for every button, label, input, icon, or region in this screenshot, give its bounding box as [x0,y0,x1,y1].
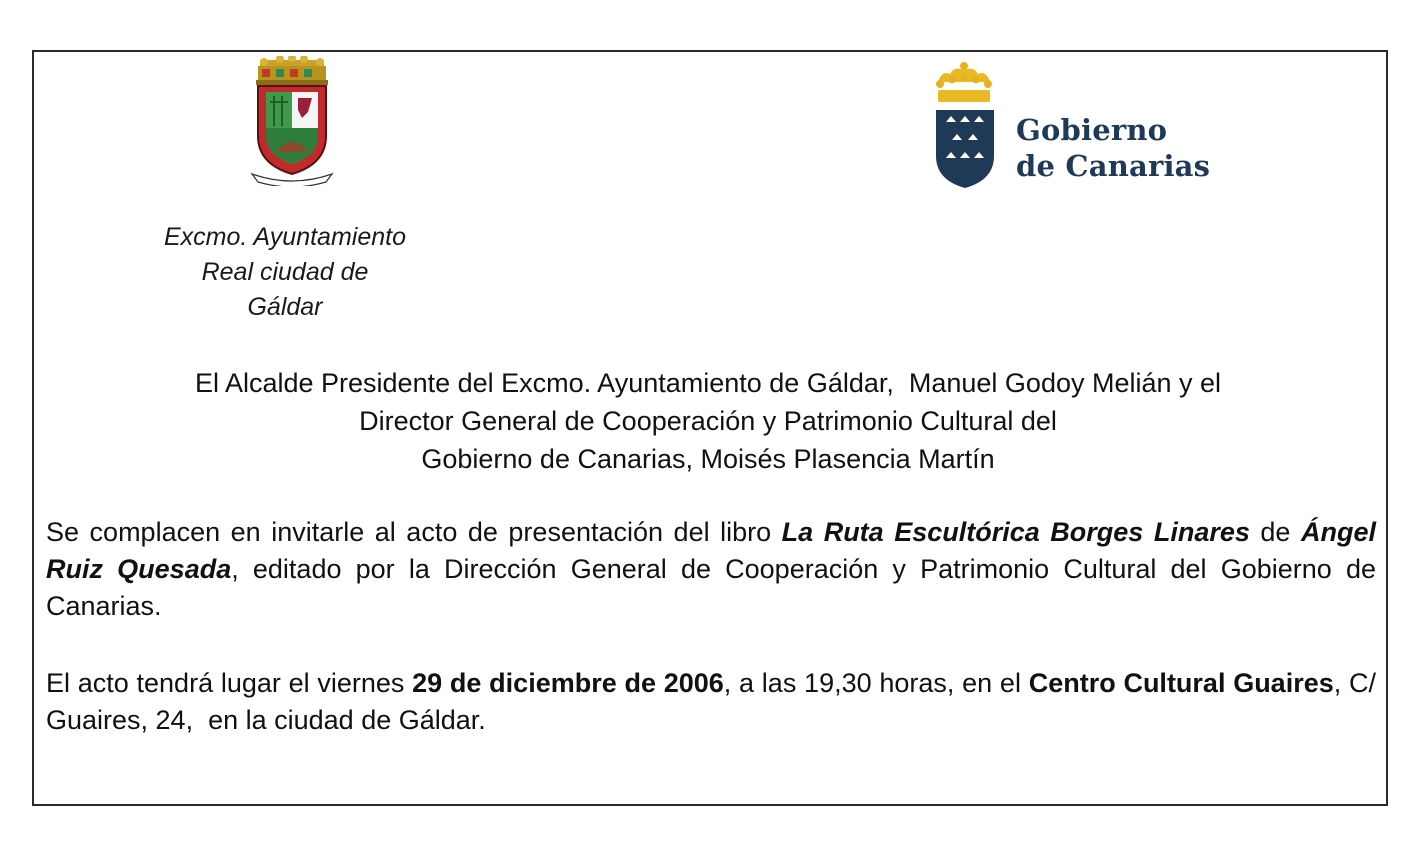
invitation-text2: de [1249,517,1301,547]
event-text2: , a las 19,30 horas, en el [723,668,1029,698]
intro-paragraph [60,364,1356,478]
intro-line1: El Alcalde Presidente del Excmo. Ayuntamiento de Gáldar, Manuel Godoy Melián y el [194,368,1222,398]
event-text1: El acto tendrá lugar el viernes [46,668,413,698]
event-paragraph [46,665,1384,739]
ayuntamiento-line1: Excmo. Ayuntamiento [163,223,407,251]
event-text3: , C/ Guaires, 24, en la ciudad de Gáldar. [46,668,1384,735]
intro-line2: Director General de Cooperación y Patrimonio Cultural del [359,406,1057,436]
invitation-paragraph [46,514,1376,625]
event-venue: Centro Cultural Guaires [1028,668,1334,698]
book-title: La Ruta Escultórica Borges Linares [781,517,1250,547]
galdar-coat-of-arms-icon [246,56,338,186]
ayuntamiento-caption [140,220,430,325]
canarias-crown-shield-icon [930,60,1010,190]
event-date: 29 de diciembre de 2006 [412,668,724,698]
gobierno-canarias-logo [930,60,1220,190]
invitation-text1: Se complacen en invitarle al acto de presentación del libro [46,517,782,547]
book-author: Ángel Ruiz Quesada [46,517,1376,584]
intro-line3: Gobierno de Canarias, Moisés Plasencia Martín [421,444,995,474]
gov-name-line1: Gobierno [1016,113,1168,147]
gobierno-canarias-wordmark [1016,112,1210,184]
ayuntamiento-line2: Real ciudad de [201,258,369,286]
gov-name-line2: de Canarias [1016,149,1211,183]
invitation-text3: , editado por la Dirección General de Cooperación y Patrimonio Cultural del Gobierno de Canarias. [46,554,1376,621]
ayuntamiento-line3: Gáldar [247,293,323,321]
